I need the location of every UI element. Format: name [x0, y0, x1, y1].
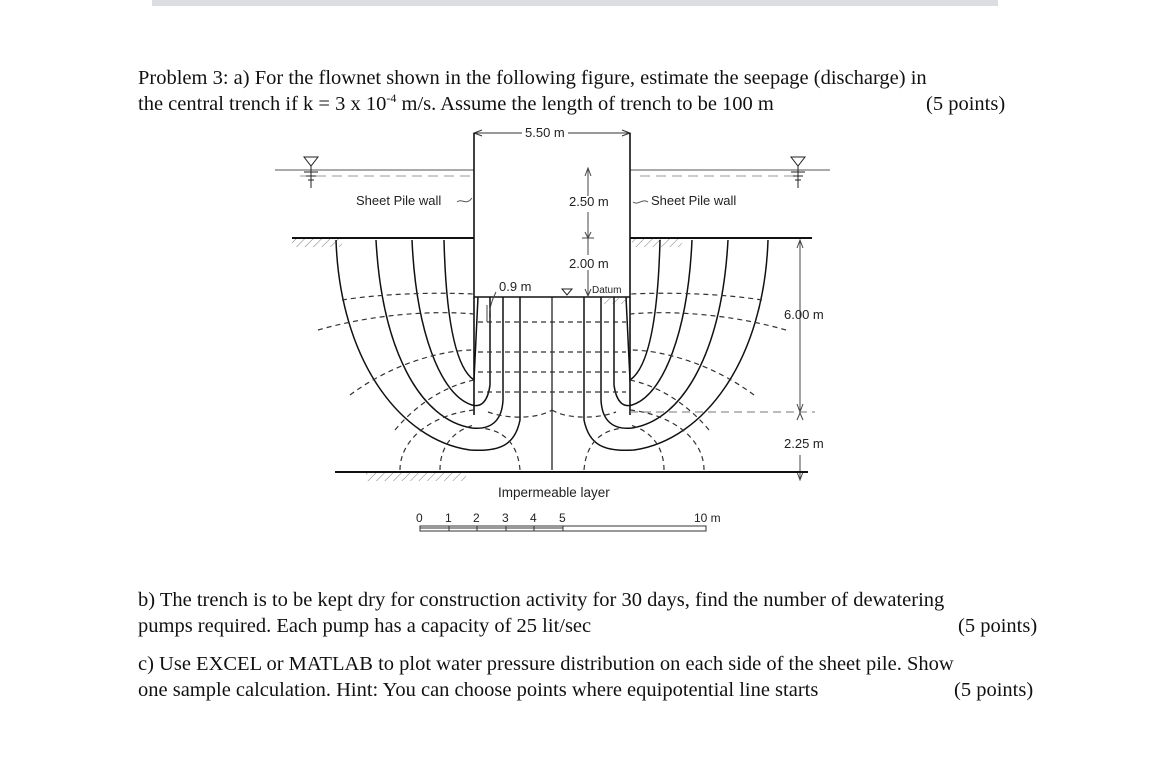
scale-tick-5: 5: [559, 511, 566, 525]
part-b-points: (5 points): [958, 615, 1038, 637]
water-level-icon-right: [791, 157, 805, 188]
scale-end-label: 10 m: [694, 511, 721, 525]
water-level-icon-left: [304, 157, 318, 188]
part-a-line-1: Problem 3: a) For the flownet shown in the following figure, estimate the seepage (discharge) in: [138, 67, 927, 89]
part-a-exponent: -4: [386, 91, 397, 105]
part-a-points: (5 points): [926, 93, 1006, 115]
dim-6-00-label: 6.00 m: [784, 307, 824, 322]
part-b-line-2: pumps required. Each pump has a capacity of 25 lit/sec: [138, 615, 592, 637]
part-a-line-2-pre: the central trench if k = 3 x 10: [138, 93, 387, 115]
leader-right: [633, 201, 648, 203]
part-b-line-1: b) The trench is to be kept dry for construction activity for 30 days, find the number of dewatering: [138, 589, 945, 611]
dim-2-25-label: 2.25 m: [784, 436, 824, 451]
scale-tick-3: 3: [502, 511, 509, 525]
trench-water-icon: [562, 289, 572, 295]
flow-lines-left: [336, 240, 520, 450]
part-a-line-2-post: m/s. Assume the length of trench to be 100 m: [396, 93, 774, 115]
scale-tick-0: 0: [416, 511, 423, 525]
leader-left: [457, 198, 472, 202]
sheet-pile-label-right: Sheet Pile wall: [651, 193, 737, 208]
ground-hatch-left: [292, 239, 342, 247]
dim-2-50-label: 2.50 m: [569, 194, 609, 209]
sheet-pile-label-left: Sheet Pile wall: [356, 193, 442, 208]
impermeable-layer-label: Impermeable layer: [498, 485, 610, 500]
ground-hatch-right: [632, 239, 682, 247]
part-c-line-2: one sample calculation. Hint: You can choose points where equipotential line starts: [138, 679, 819, 701]
scale-tick-2: 2: [473, 511, 480, 525]
scale-bar: [420, 526, 706, 531]
scale-tick-4: 4: [530, 511, 537, 525]
dim-0-9-label: 0.9 m: [499, 279, 532, 294]
datum-label: Datum: [592, 285, 622, 296]
dim-2-00-label: 2.00 m: [569, 256, 609, 271]
scale-tick-1: 1: [445, 511, 452, 525]
width-label: 5.50 m: [522, 126, 568, 140]
part-c-points: (5 points): [954, 679, 1034, 701]
impermeable-hatch: [366, 473, 466, 481]
flow-lines-right: [584, 240, 768, 450]
part-c-line-1: c) Use EXCEL or MATLAB to plot water pressure distribution on each side of the sheet pile. Show: [138, 653, 954, 675]
